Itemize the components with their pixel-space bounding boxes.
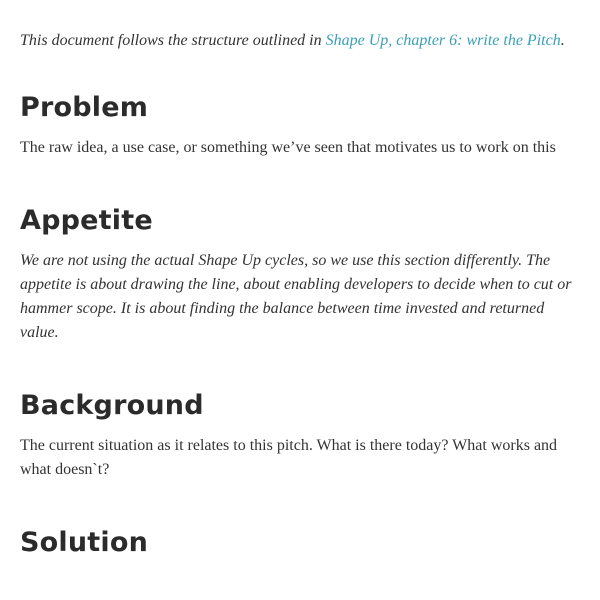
intro-period: .	[560, 32, 565, 49]
intro-text: This document follows the structure outlined in	[20, 32, 326, 49]
intro-paragraph	[20, 0, 580, 53]
background-heading: Background	[20, 390, 204, 421]
appetite-paragraph: We are not using the actual Shape Up cycles, so we use this section differently. The appetite is about drawing the line, about enabling developers to decide when to cut or hammer scope. It is about finding the balance between time invested and returned value.	[20, 252, 572, 341]
shape-up-link[interactable]: Shape Up, chapter 6: write the Pitch	[325, 32, 561, 49]
problem-heading: Problem	[20, 92, 149, 123]
background-paragraph: The current situation as it relates to this pitch. What is there today? What works and what doesn`t?	[20, 437, 558, 478]
solution-heading: Solution	[20, 527, 149, 558]
appetite-heading: Appetite	[20, 205, 153, 236]
problem-paragraph: The raw idea, a use case, or something we’ve seen that motivates us to work on this	[20, 139, 556, 156]
